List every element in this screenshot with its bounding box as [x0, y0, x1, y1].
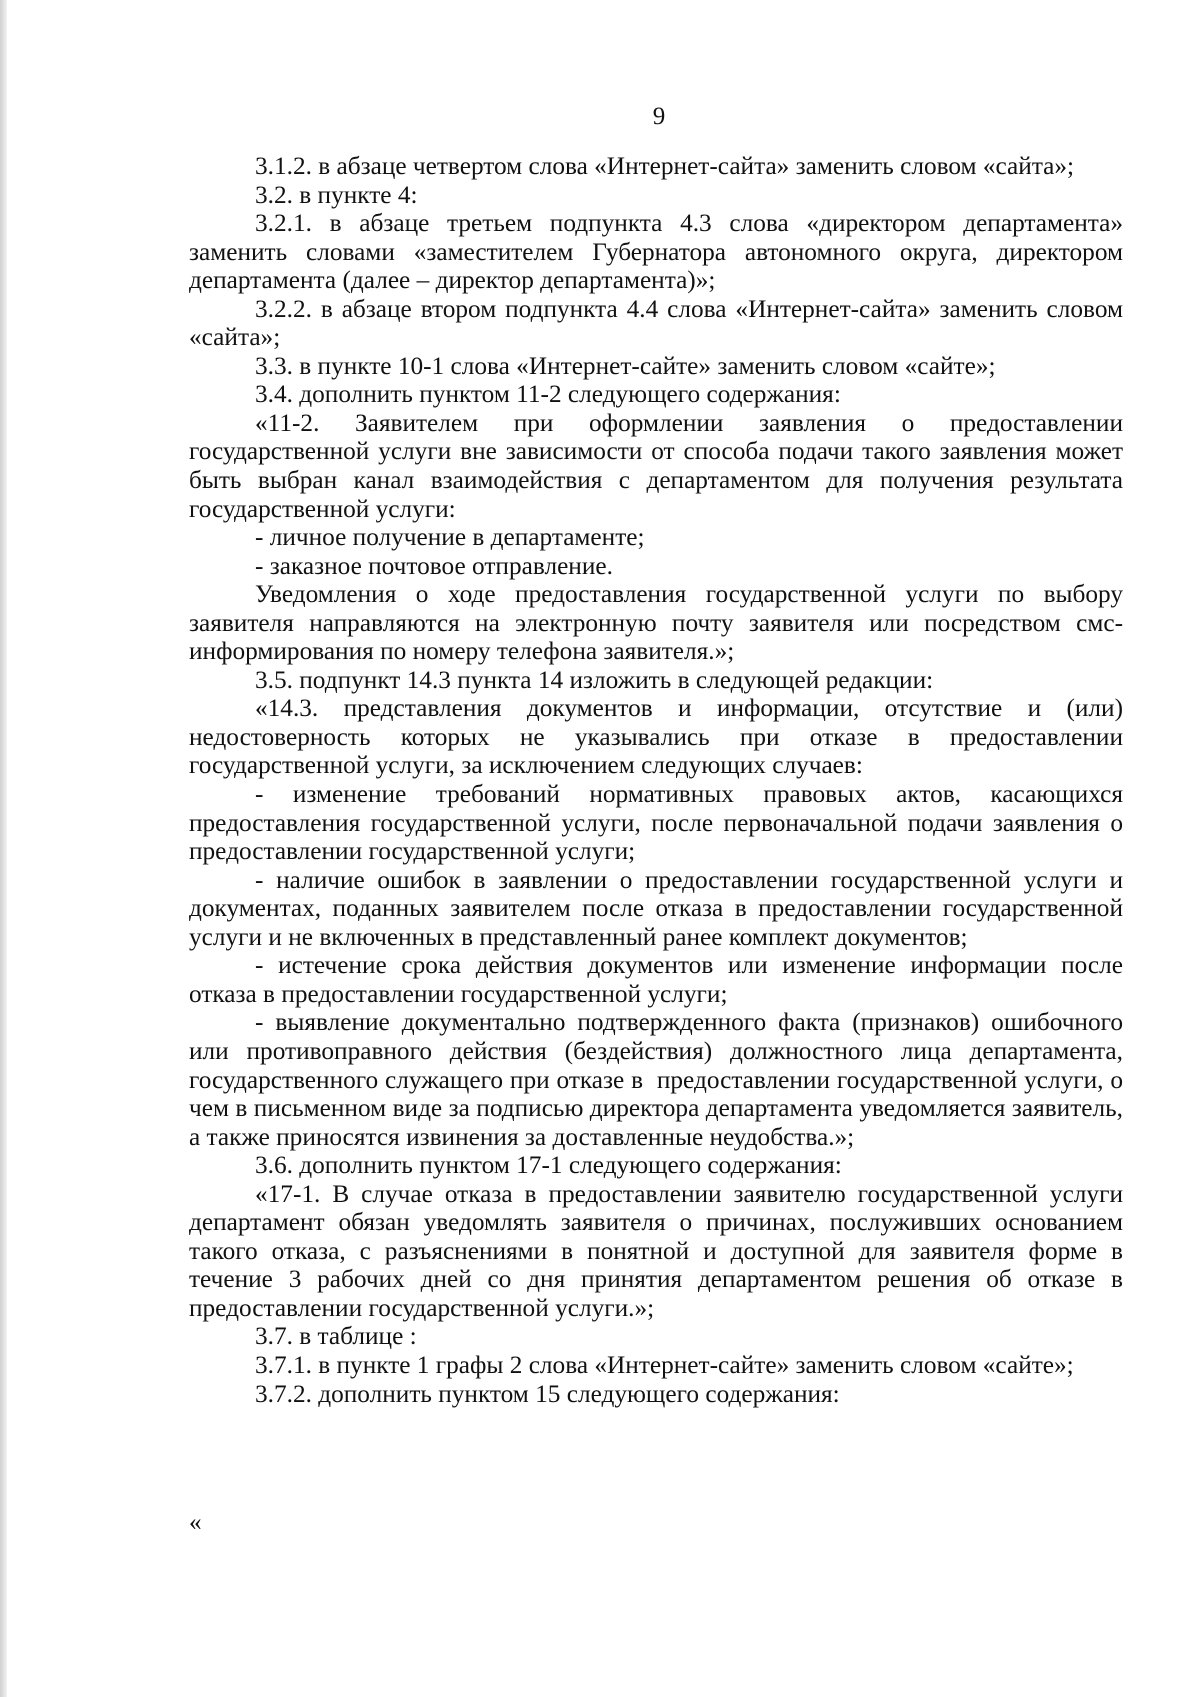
- list-item-expiration: - истечение срока действия документов или изменение информации после отказа в предоставлении государственной услуги;: [189, 951, 1130, 1008]
- paragraph-3-7-1: 3.7.1. в пункте 1 графы 2 слова «Интернет-сайте» заменить словом «сайте»;: [255, 1350, 1074, 1379]
- paragraph-notifications: Уведомления о ходе предоставления государственной услуги по выбору заявителя направляются на электронную почту заявителя или посредством смс-информирования по номеру телефона заявителя.»;: [189, 580, 1130, 666]
- paragraph-3-2-1: 3.2.1. в абзаце третьем подпункта 4.3 слова «директором департамента» заменить словами «заместителем Губернатора автономного округа, директором департамента (далее – директор департамента)»;: [189, 209, 1130, 295]
- page-left-edge-shadow: [0, 0, 7, 1697]
- paragraph-3-7-2: 3.7.2. дополнить пунктом 15 следующего содержания:: [255, 1379, 840, 1408]
- paragraph-3-6: 3.6. дополнить пунктом 17-1 следующего содержания:: [255, 1151, 842, 1180]
- paragraph-3-5: 3.5. подпункт 14.3 пункта 14 изложить в следующей редакции:: [255, 665, 934, 694]
- list-item-requirements-change: - изменение требований нормативных правовых актов, касающихся предоставления государственной услуги, после первоначальной подачи заявления о предоставлении государственной услуги;: [189, 780, 1130, 866]
- paragraph-3-2: 3.2. в пункте 4:: [255, 180, 418, 209]
- paragraph-3-4: 3.4. дополнить пунктом 11-2 следующего содержания:: [255, 380, 841, 409]
- list-item-registered-mail: - заказное почтовое отправление.: [255, 551, 613, 580]
- list-item-misconduct: - выявление документально подтвержденного факта (признаков) ошибочного или противоправного действия (бездействия) должностного лица департамента, государственного служащего при отказе в предоставлении государственной услуги, о чем в письменном виде за подписью директора департамента уведомляется заявитель, а также приносятся извинения за доставленные неудобства.»;: [189, 1008, 1130, 1151]
- list-item-errors: - наличие ошибок в заявлении о предоставлении государственной услуги и документах, поданных заявителем после отказа в предоставлении государственной услуги и не включенных в представленный ранее комплект документов;: [189, 865, 1130, 951]
- paragraph-11-2: «11-2. Заявителем при оформлении заявления о предоставлении государственной услуги вне зависимости от способа подачи такого заявления может быть выбран канал взаимодействия с департаментом для получения результата государственной услуги:: [189, 408, 1130, 523]
- list-item-personal-receipt: - личное получение в департаменте;: [255, 523, 645, 552]
- paragraph-14-3: «14.3. представления документов и информации, отсутствие и (или) недостоверность которых не указывались при отказе в предоставлении государственной услуги, за исключением следующих случаев:: [189, 694, 1130, 780]
- paragraph-3-7: 3.7. в таблице :: [255, 1322, 417, 1351]
- page-number: 9: [652, 103, 666, 130]
- closing-quote-mark: «: [189, 1508, 202, 1536]
- paragraph-17-1: «17-1. В случае отказа в предоставлении заявителю государственной услуги департамент обязан уведомлять заявителя о причинах, послуживших основанием такого отказа, с разъяснениями в понятной и доступной для заявителя форме в течение 3 рабочих дней со дня принятия департаментом решения об отказе в предоставлении государственной услуги.»;: [189, 1179, 1130, 1322]
- paragraph-3-1-2: 3.1.2. в абзаце четвертом слова «Интернет-сайта» заменить словом «сайта»;: [255, 152, 1075, 180]
- paragraph-3-2-2: 3.2.2. в абзаце втором подпункта 4.4 слова «Интернет-сайта» заменить словом «сайта»;: [189, 294, 1130, 352]
- document-body: [189, 152, 1130, 1408]
- paragraph-3-3: 3.3. в пункте 10-1 слова «Интернет-сайте» заменить словом «сайте»;: [255, 351, 996, 380]
